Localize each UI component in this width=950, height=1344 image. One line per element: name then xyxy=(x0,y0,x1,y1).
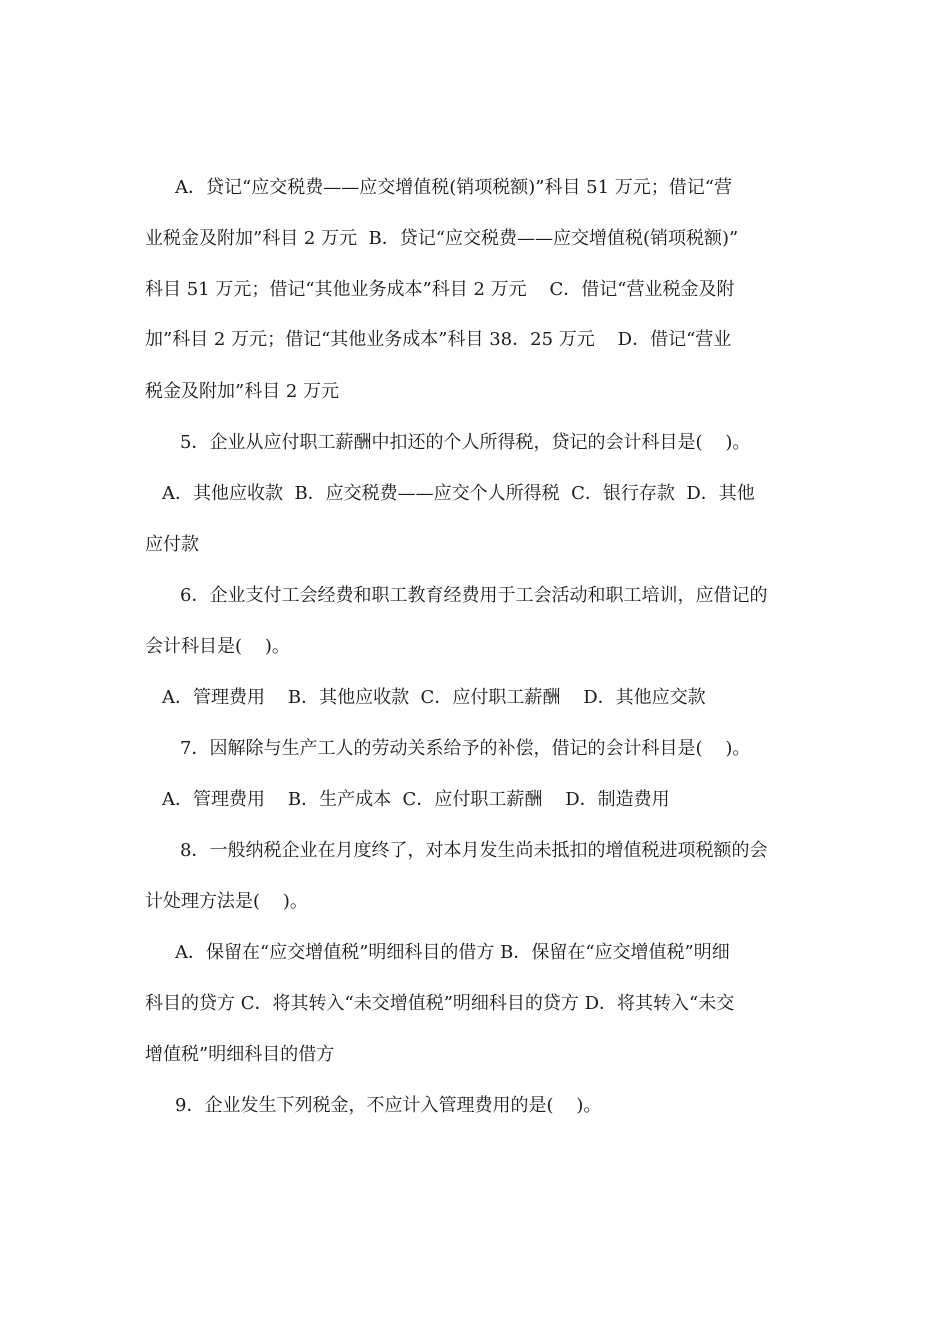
text-line-q4-option-b: 业税金及附加”科目 2 万元 B．贷记“应交税费——应交增值税(销项税额)” xyxy=(145,228,739,249)
question-6-cont: 会计科目是( )。 xyxy=(145,636,290,657)
question-8-options: A．保留在“应交增值税”明细科目的借方 B．保留在“应交增值税”明细 xyxy=(175,942,730,963)
text-line-q4-option-d-cont: 税金及附加”科目 2 万元 xyxy=(145,381,340,402)
question-5: 5．企业从应付职工薪酬中扣还的个人所得税，贷记的会计科目是( )。 xyxy=(180,432,751,453)
question-5-options: A．其他应收款 B．应交税费——应交个人所得税 C．银行存款 D．其他 xyxy=(162,483,755,504)
question-7: 7．因解除与生产工人的劳动关系给予的补偿，借记的会计科目是( )。 xyxy=(180,738,751,759)
question-8: 8．一般纳税企业在月度终了，对本月发生尚未抵扣的增值税进项税额的会 xyxy=(180,840,768,861)
question-7-options: A．管理费用 B．生产成本 C．应付职工薪酬 D．制造费用 xyxy=(162,789,670,810)
text-line-q4-option-d: 加”科目 2 万元；借记“其他业务成本”科目 38．25 万元 D．借记“营业 xyxy=(145,329,732,350)
question-8-options-cont-2: 增值税”明细科目的借方 xyxy=(145,1044,335,1065)
question-8-options-cont: 科目的贷方 C．将其转入“未交增值税”明细科目的贷方 D．将其转入“未交 xyxy=(145,993,735,1014)
question-6-options: A．管理费用 B．其他应收款 C．应付职工薪酬 D．其他应交款 xyxy=(162,687,706,708)
text-line-q4-option-c: 科目 51 万元；借记“其他业务成本”科目 2 万元 C．借记“营业税金及附 xyxy=(145,279,735,300)
question-8-cont: 计处理方法是( )。 xyxy=(145,891,308,912)
question-5-options-cont: 应付款 xyxy=(145,534,199,555)
text-line-q4-option-a: A．贷记“应交税费——应交增值税(销项税额)”科目 51 万元；借记“营 xyxy=(175,177,732,198)
question-6: 6．企业支付工会经费和职工教育经费用于工会活动和职工培训，应借记的 xyxy=(180,585,768,606)
question-9: 9．企业发生下列税金，不应计入管理费用的是( )。 xyxy=(175,1095,602,1116)
